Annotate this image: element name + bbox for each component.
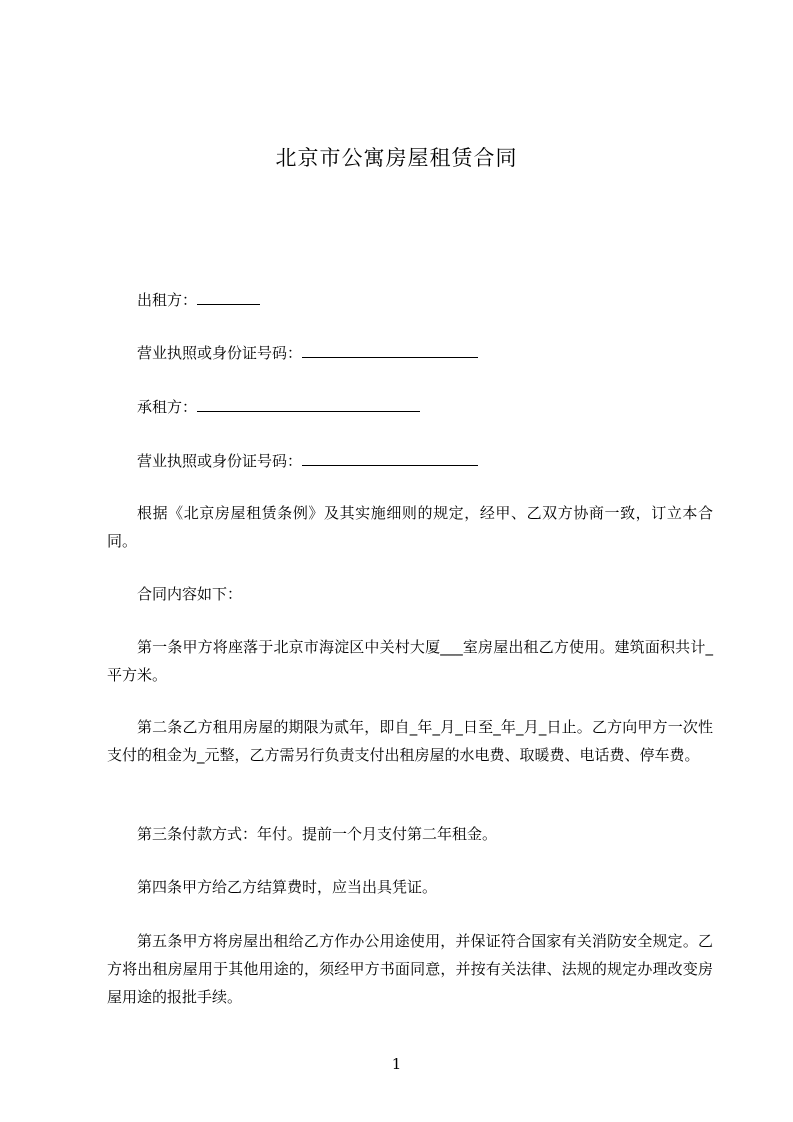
lessee-id-field bbox=[137, 451, 478, 471]
lessee-id-label: 营业执照或身份证号码： bbox=[137, 452, 303, 470]
article-4: 第四条甲方给乙方结算费时，应当出具凭证。 bbox=[137, 878, 438, 896]
contents-intro: 合同内容如下： bbox=[137, 585, 243, 603]
lessor-field bbox=[137, 290, 260, 310]
lessee-field bbox=[137, 397, 420, 417]
page-number: 1 bbox=[391, 1055, 402, 1073]
preamble-paragraph: 根据《北京房屋租赁条例》及其实施细则的规定，经甲、乙双方协商一致，订立本合同。 bbox=[107, 504, 713, 550]
article-1: 第一条甲方将座落于北京市海淀区中关村大厦___室房屋出租乙方使用。建筑面积共计_平方米。 bbox=[107, 638, 713, 684]
article-2: 第二条乙方租用房屋的期限为贰年，即自_年_月_日至_年_月_日止。乙方向甲方一次性支付的租金为_元整，乙方需另行负责支付出租房屋的水电费、取暖费、电话费、停车费。 bbox=[107, 718, 713, 764]
document-title: 北京市公寓房屋租赁合同 bbox=[275, 146, 518, 170]
lessor-id-field bbox=[137, 343, 478, 363]
article-3: 第三条付款方式：年付。提前一个月支付第二年租金。 bbox=[137, 825, 498, 843]
lessor-id-blank bbox=[302, 343, 478, 358]
lessor-label: 出租方： bbox=[137, 291, 198, 309]
lessee-label: 承租方： bbox=[137, 398, 198, 416]
lessor-id-label: 营业执照或身份证号码： bbox=[137, 344, 303, 362]
article-5: 第五条甲方将房屋出租给乙方作办公用途使用，并保证符合国家有关消防安全规定。乙方将出租房屋用于其他用途的，须经甲方书面同意，并按有关法律、法规的规定办理改变房屋用途的报批手续。 bbox=[107, 932, 713, 1006]
lessee-id-blank bbox=[302, 451, 478, 466]
lessee-blank bbox=[197, 397, 420, 412]
lessor-blank bbox=[197, 290, 260, 305]
